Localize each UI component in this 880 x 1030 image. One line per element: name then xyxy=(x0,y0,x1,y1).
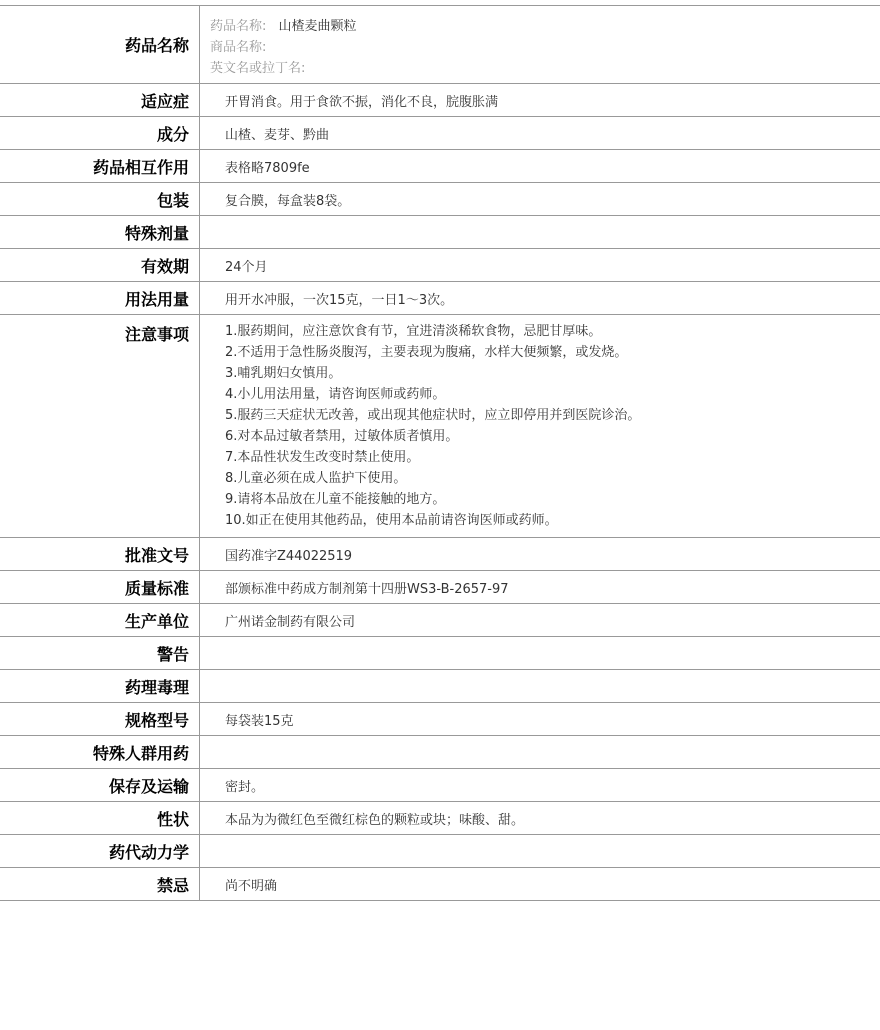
drug-name-line xyxy=(210,16,357,37)
row-label: 用法用量 xyxy=(0,282,200,314)
name-block xyxy=(200,6,357,83)
row-value: 密封。 xyxy=(225,779,265,795)
row-label: 药理毒理 xyxy=(0,670,200,702)
row-special-dosage xyxy=(0,216,880,249)
drug-info-table xyxy=(0,5,880,901)
row-value: 国药准字Z44022519 xyxy=(225,548,353,564)
row-value: 山楂、麦芽、黔曲 xyxy=(225,127,330,143)
row-value: 每袋装15克 xyxy=(225,713,294,729)
row-label: 禁忌 xyxy=(0,868,200,900)
drug-name-label: 药品名称: xyxy=(210,19,267,34)
row-value: 广州诺金制药有限公司 xyxy=(225,614,356,630)
row-warning xyxy=(0,637,880,670)
row-value: 尚不明确 xyxy=(225,878,278,894)
row-indications xyxy=(0,84,880,117)
row-properties xyxy=(0,802,880,835)
precaution-item: 9.请将本品放在儿童不能接触的地方。 xyxy=(225,492,446,507)
row-label: 保存及运输 xyxy=(0,769,200,801)
row-label: 药品名称 xyxy=(0,6,200,83)
row-value: 用开水冲服，一次15克，一日1～3次。 xyxy=(225,292,454,308)
precaution-item: 3.哺乳期妇女慎用。 xyxy=(225,366,342,381)
row-value xyxy=(200,670,880,702)
drug-name-value: 山楂麦曲颗粒 xyxy=(278,19,357,34)
row-precautions xyxy=(0,315,880,538)
row-label: 性状 xyxy=(0,802,200,834)
row-shelf-life xyxy=(0,249,880,282)
row-label: 有效期 xyxy=(0,249,200,281)
row-value: 开胃消食。用于食欲不振，消化不良，脘腹胀满 xyxy=(225,94,499,110)
row-value: 部颁标准中药成方制剂第十四册WS3-B-2657-97 xyxy=(225,581,509,597)
row-drug-name xyxy=(0,6,880,84)
row-usage xyxy=(0,282,880,315)
row-label: 特殊人群用药 xyxy=(0,736,200,768)
row-label: 特殊剂量 xyxy=(0,216,200,248)
precaution-item: 4.小儿用法用量，请咨询医师或药师。 xyxy=(225,387,446,402)
row-label: 批准文号 xyxy=(0,538,200,570)
precaution-item: 2.不适用于急性肠炎腹泻，主要表现为腹痛，水样大便频繁，或发烧。 xyxy=(225,345,628,360)
row-label: 生产单位 xyxy=(0,604,200,636)
row-value xyxy=(200,736,880,768)
row-special-population xyxy=(0,736,880,769)
row-label: 成分 xyxy=(0,117,200,149)
precautions-list xyxy=(200,315,880,537)
row-approval xyxy=(0,538,880,571)
row-quality-standard xyxy=(0,571,880,604)
row-pharmacokinetics xyxy=(0,835,880,868)
row-specification xyxy=(0,703,880,736)
row-label: 警告 xyxy=(0,637,200,669)
precaution-item: 7.本品性状发生改变时禁止使用。 xyxy=(225,450,420,465)
row-label: 包装 xyxy=(0,183,200,215)
row-value: 本品为为微红色至微红棕色的颗粒或块；味酸、甜。 xyxy=(225,812,525,828)
precaution-item: 1.服药期间，应注意饮食有节，宜进清淡稀软食物，忌肥甘厚味。 xyxy=(225,324,602,339)
row-value: 复合膜，每盒装8袋。 xyxy=(225,193,351,209)
row-label: 适应症 xyxy=(0,84,200,116)
row-manufacturer xyxy=(0,604,880,637)
row-label: 质量标准 xyxy=(0,571,200,603)
english-name-line xyxy=(210,58,357,79)
row-value xyxy=(200,216,880,248)
precaution-item: 5.服药三天症状无改善，或出现其他症状时，应立即停用并到医院诊治。 xyxy=(225,408,641,423)
row-storage xyxy=(0,769,880,802)
row-value xyxy=(200,637,880,669)
row-interactions xyxy=(0,150,880,183)
row-packaging xyxy=(0,183,880,216)
row-contraindications xyxy=(0,868,880,901)
row-value: 表格略7809fe xyxy=(225,160,310,176)
precaution-item: 6.对本品过敏者禁用，过敏体质者慎用。 xyxy=(225,429,459,444)
row-value xyxy=(200,835,880,867)
trade-name-line xyxy=(210,37,357,58)
precaution-item: 10.如正在使用其他药品，使用本品前请咨询医师或药师。 xyxy=(225,513,558,528)
row-label: 规格型号 xyxy=(0,703,200,735)
row-ingredients xyxy=(0,117,880,150)
row-label: 药品相互作用 xyxy=(0,150,200,182)
row-label: 注意事项 xyxy=(0,315,200,537)
row-toxicology xyxy=(0,670,880,703)
precaution-item: 8.儿童必须在成人监护下使用。 xyxy=(225,471,407,486)
trade-name-label: 商品名称: xyxy=(210,40,267,55)
row-label: 药代动力学 xyxy=(0,835,200,867)
english-name-label: 英文名或拉丁名: xyxy=(210,61,306,76)
row-value: 24个月 xyxy=(225,259,268,275)
